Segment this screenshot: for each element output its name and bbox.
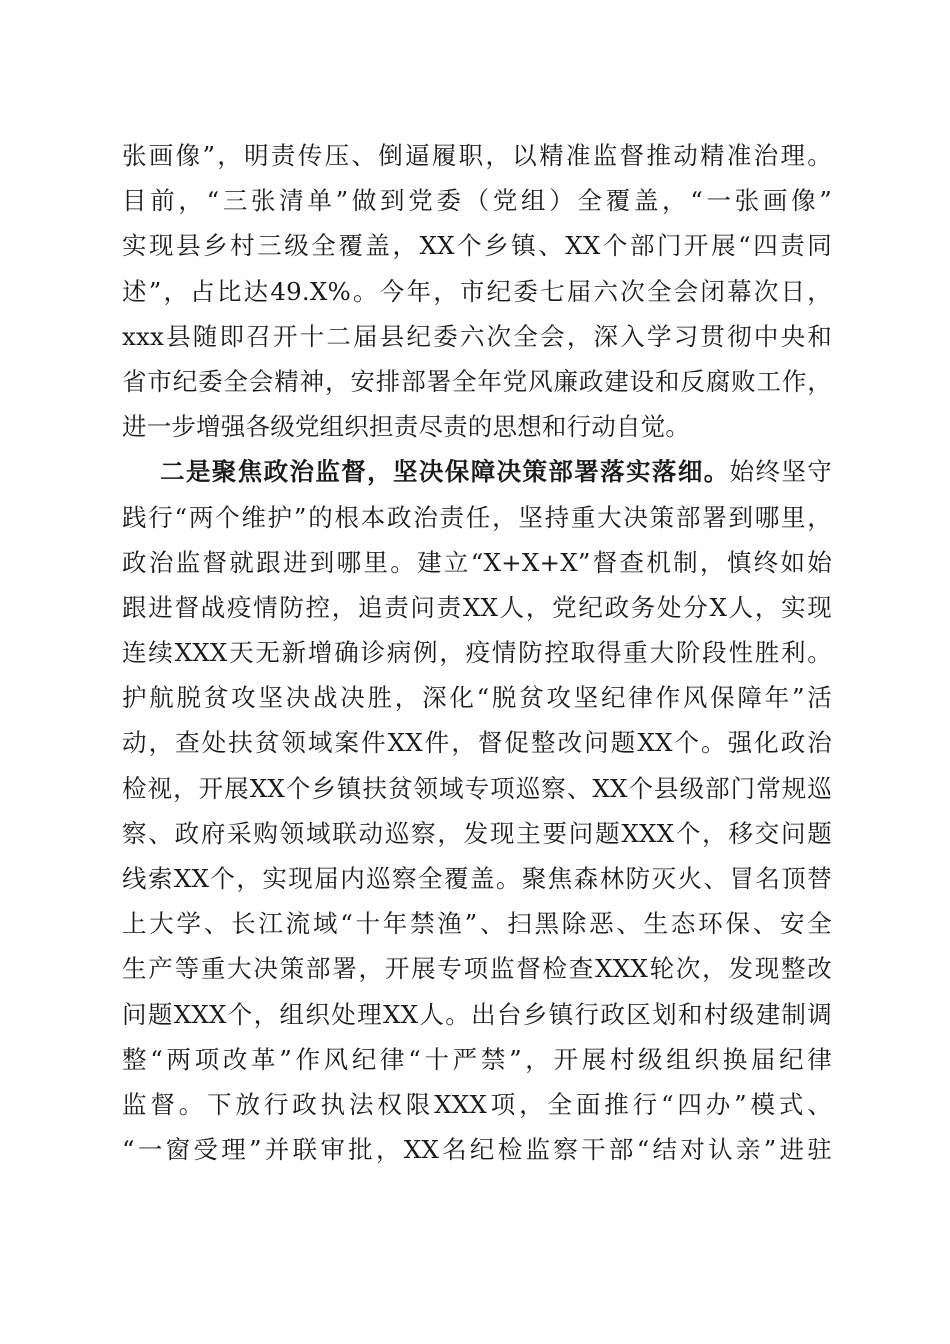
section-heading: 二是聚焦政治监督，坚决保障决策部署落实落细。 xyxy=(160,457,730,487)
paragraph-line: 张画像”，明责传压、倒逼履职，以精准监督推动精准治理。 xyxy=(122,141,832,170)
paragraph-line: 问题XXX个，组织处理XX人。出台乡镇行政区划和村级建制调 xyxy=(122,999,832,1029)
paragraph-line: 省市纪委全会精神，安排部署全年党风廉政建设和反腐败工作， xyxy=(122,366,832,396)
paragraph-text: 始终坚守 xyxy=(729,457,832,487)
paragraph-line: 整“两项改革”作风纪律“十严禁”，开展村级组织换届纪律 xyxy=(122,1044,832,1074)
paragraph-first-line xyxy=(122,449,832,494)
paragraph-line: 政治监督就跟进到哪里。建立“X+X+X”督查机制，慎终如始 xyxy=(122,547,832,577)
paragraph-line: 上大学、长江流域“十年禁渔”、扫黑除恶、生态环保、安全 xyxy=(122,909,832,939)
paragraph-line: 目前，“三张清单”做到党委（党组）全覆盖，“一张画像” xyxy=(122,186,832,216)
paragraph-line: 生产等重大决策部署，开展专项监督检查XXX轮次，发现整改 xyxy=(122,954,832,984)
paragraph-line: 察、政府采购领域联动巡察，发现主要问题XXX个，移交问题 xyxy=(122,818,832,848)
paragraph-line: 跟进督战疫情防控，追责问责XX人，党纪政务处分X人，实现 xyxy=(122,592,832,622)
document-body xyxy=(122,133,832,1172)
paragraph-line: 践行“两个维护”的根本政治责任，坚持重大决策部署到哪里， xyxy=(122,502,832,532)
paragraph-line: 监督。下放行政执法权限XXX项，全面推行“四办”模式、 xyxy=(122,1089,832,1119)
paragraph-line: 动，查处扶贫领域案件XX件，督促整改问题XX个。强化政治 xyxy=(122,728,832,758)
paragraph-line: 护航脱贫攻坚决战决胜，深化“脱贫攻坚纪律作风保障年”活 xyxy=(122,683,832,713)
paragraph-line: 检视，开展XX个乡镇扶贫领域专项巡察、XX个县级部门常规巡 xyxy=(122,773,832,803)
paragraph-line: xxx县随即召开十二届县纪委六次全会，深入学习贯彻中央和 xyxy=(122,321,832,351)
paragraph-line: 连续XXX天无新增确诊病例，疫情防控取得重大阶段性胜利。 xyxy=(122,638,832,668)
paragraph-line: 进一步增强各级党组织担责尽责的思想和行动自觉。 xyxy=(122,412,691,442)
paragraph-line: 实现县乡村三级全覆盖，XX个乡镇、XX个部门开展“四责同 xyxy=(122,231,832,261)
paragraph-line: 线索XX个，实现届内巡察全覆盖。聚焦森林防灭火、冒名顶替 xyxy=(122,864,832,893)
paragraph-line: “一窗受理”并联审批，XX名纪检监察干部“结对认亲”进驻 xyxy=(122,1135,832,1165)
paragraph-line: 述”，占比达49.X%。今年，市纪委七届六次全会闭幕次日， xyxy=(122,276,832,306)
